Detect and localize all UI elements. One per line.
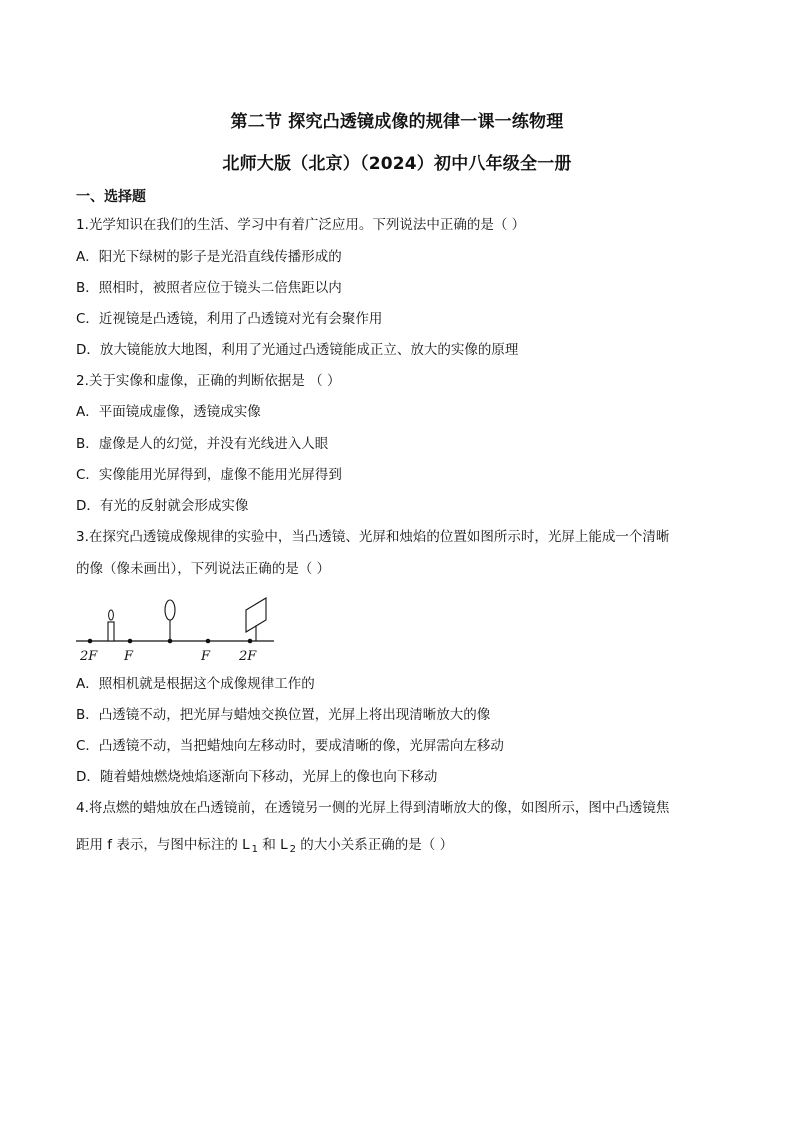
question-4-text-part-1: 距用 f 表示，与图中标注的 L	[76, 837, 250, 853]
question-1-option-d: D．放大镜能放大地图，利用了光通过凸透镜能成正立、放大的实像的原理	[76, 342, 519, 358]
question-3-option-b: B．凸透镜不动，把光屏与蜡烛交换位置，光屏上将出现清晰放大的像	[76, 707, 491, 723]
convex-lens-icon	[165, 600, 175, 641]
point-2f-right	[248, 639, 253, 644]
question-2-option-a: A．平面镜成虚像，透镜成实像	[76, 404, 261, 420]
label-2f-left: 2F	[80, 649, 98, 664]
label-2f-right: 2F	[239, 649, 257, 664]
point-f-left	[128, 639, 133, 644]
optical-bench-figure	[74, 596, 274, 664]
question-4-stem-line-2	[76, 836, 453, 859]
question-3-option-c: C．凸透镜不动，当把蜡烛向左移动时，要成清晰的像，光屏需向左移动	[76, 738, 504, 754]
label-f-right: F	[201, 649, 211, 664]
question-2-option-b: B．虚像是人的幻觉，并没有光线进入人眼	[76, 436, 329, 452]
question-2-option-c: C．实像能用光屏得到，虚像不能用光屏得到	[76, 467, 342, 483]
question-1-option-b: B．照相时，被照者应位于镜头二倍焦距以内	[76, 280, 342, 296]
question-4-text-part-3: 的大小关系正确的是（ ）	[296, 837, 454, 853]
document-subtitle: 北师大版（北京）（2024）初中八年级全一册	[222, 154, 572, 174]
question-3-option-d: D．随着蜡烛燃烧烛焰逐渐向下移动，光屏上的像也向下移动	[76, 769, 438, 785]
point-lens-center	[168, 639, 173, 644]
question-2-stem: 2.关于实像和虚像，正确的判断依据是 （ ）	[76, 373, 341, 389]
label-f-left: F	[124, 649, 134, 664]
question-3-stem-line-2: 的像（像未画出），下列说法正确的是（ ）	[76, 561, 331, 577]
candle-icon	[108, 610, 114, 641]
question-4-stem-line-1: 4.将点燃的蜡烛放在凸透镜前，在透镜另一侧的光屏上得到清晰放大的像，如图所示，图中凸透镜焦	[76, 800, 670, 816]
point-f-right	[206, 639, 211, 644]
question-1-option-a: A．阳光下绿树的影子是光沿直线传播形成的	[76, 249, 342, 265]
subscript-2: 2	[289, 844, 297, 855]
question-1-option-c: C．近视镜是凸透镜，利用了凸透镜对光有会聚作用	[76, 311, 383, 327]
question-2-option-d: D．有光的反射就会形成实像	[76, 498, 249, 514]
document-title: 第二节 探究凸透镜成像的规律一课一练物理	[230, 112, 564, 132]
subscript-1: 1	[251, 844, 259, 855]
light-screen-icon	[246, 598, 266, 641]
question-3-option-a: A．照相机就是根据这个成像规律工作的	[76, 676, 315, 692]
question-3-stem-line-1: 3.在探究凸透镜成像规律的实验中，当凸透镜、光屏和烛焰的位置如图所示时，光屏上能成一个清晰	[76, 529, 670, 545]
section-heading: 一、选择题	[76, 189, 146, 205]
question-4-text-part-2: 和 L	[258, 837, 288, 853]
question-1-stem: 1.光学知识在我们的生活、学习中有着广泛应用。下列说法中正确的是（ ）	[76, 217, 526, 233]
point-2f-left	[88, 639, 93, 644]
